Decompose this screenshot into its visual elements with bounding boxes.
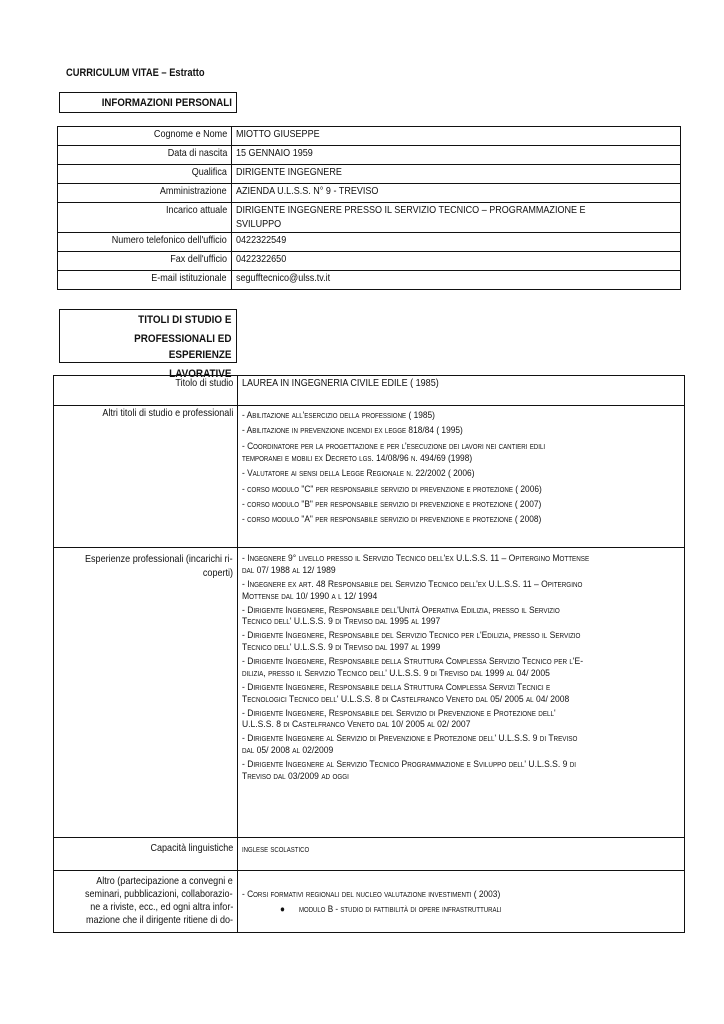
field-value: MIOTTO GIUSEPPE: [232, 127, 681, 146]
list-item: - Abilitazione all'esercizio della professione ( 1985): [242, 410, 435, 421]
field-label: Qualifica: [58, 165, 232, 184]
field-value: AZIENDA U.L.S.S. N° 9 - TREVISO: [232, 184, 681, 203]
field-label: Amministrazione: [58, 184, 232, 203]
field-value: 0422322549: [232, 233, 681, 252]
personal-info-table: [57, 126, 681, 290]
table-row: [58, 146, 681, 165]
list-item: - Ingegnere ex art. 48 Responsabile del Servizio Tecnico dell'ex U.L.S.S. 11 – Opitergino Mottense dal 10/ 1990 a l 12/ 1994: [242, 578, 583, 602]
other-titles-label: Altri titoli di studio e professionali: [54, 406, 238, 548]
section-header-studies-line-1: TITOLI DI STUDIO E: [138, 314, 232, 326]
list-item: - corso modulo "C" per responsabile servizio di prevenzione e protezione ( 2006): [242, 483, 542, 495]
list-item: - Dirigente Ingegnere, Responsabile del Servizio Tecnico per l'Edilizia, presso il Servizio Tecnico dell' U.L.S.S. 9 di Treviso dal 1997 al 1999: [242, 630, 581, 654]
field-label: Numero telefonico dell'ufficio: [58, 233, 232, 252]
section-header-personal-info-text: INFORMAZIONI PERSONALI: [101, 97, 232, 109]
field-value: DIRIGENTE INGEGNERE: [232, 165, 681, 184]
table-row: [58, 165, 681, 184]
bullet-icon: ●: [280, 904, 297, 916]
section-header-personal-info: [59, 92, 237, 113]
section-header-studies-line-3: LAVORATIVE: [169, 367, 232, 380]
section-header-studies: [59, 309, 237, 380]
section-header-studies-line-2: PROFESSIONALI ED ESPERIENZE: [134, 332, 232, 361]
list-item: - Dirigente Ingegnere, Responsabile dell'Unità Operativa Edilizia, presso il Servizio Tecnico dell' U.L.S.S. 9 di Treviso dal 1995 al 1997: [242, 604, 560, 628]
table-row: [54, 548, 685, 838]
table-row: [58, 233, 681, 252]
degree-label: Titolo di studio: [54, 376, 238, 406]
other-info-list: [238, 871, 685, 933]
table-row: [58, 271, 681, 290]
studies-table: [53, 375, 685, 933]
list-item: temporanei e mobili ex Decreto lgs. 14/08/96 n. 494/69 (1998): [242, 453, 473, 465]
table-row: [54, 871, 685, 933]
field-label: Incarico attuale: [58, 203, 232, 233]
field-value: DIRIGENTE INGEGNERE PRESSO IL SERVIZIO TECNICO – PROGRAMMAZIONE E SVILUPPO: [232, 203, 681, 233]
table-row: [58, 127, 681, 146]
list-item: - Dirigente Ingegnere, Responsabile della Struttura Complessa Servizio Tecnico per l'E- dilizia, presso il Servizio Tecnico dell' U.L.S.S. 9 di Treviso dal 1999 al 04/ 2005: [242, 656, 584, 679]
field-value: segufftecnico@ulss.tv.it: [232, 271, 681, 290]
list-item: - Coordinatore per la progettazione e per l'esecuzione dei lavori nei cantieri edili: [242, 440, 546, 452]
list-item: - corso modulo "A" per responsabile servizio di prevenzione e protezione ( 2008): [242, 514, 542, 526]
list-item: - Dirigente Ingegnere, Responsabile del Servizio di Prevenzione e Protezione dell' U.L.S.S. 8 di Castelfranco Veneto dal 10/ 2005 al 02/ 2007: [242, 707, 556, 731]
list-item: - Dirigente Ingegnere, Responsabile della Struttura Complessa Servizi Tecnici e Tecnologici Tecnico dell' U.L.S.S. 8 di Castelfranco Veneto dal 05/ 2005 al 04/ 2008: [242, 681, 570, 705]
other-titles-list: [238, 406, 685, 548]
list-item: - Abilitazione in prevenzione incendi ex legge 818/84 ( 1995): [242, 425, 463, 437]
field-value: 0422322650: [232, 252, 681, 271]
list-item: - Valutatore ai sensi della Legge Regionale n. 22/2002 ( 2006): [242, 468, 475, 480]
table-row: [54, 838, 685, 871]
table-row: [54, 406, 685, 548]
other-info-subitem: modulo B - studio di fattibilità di opere infrastrutturali: [298, 904, 502, 916]
degree-value: LAUREA IN INGEGNERIA CIVILE EDILE ( 1985): [238, 376, 685, 406]
language-label: Capacità linguistiche: [54, 838, 238, 871]
field-value: 15 GENNAIO 1959: [232, 146, 681, 165]
other-info-label: Altro (partecipazione a convegni e seminari, pubblicazioni, collaborazio- ne a riviste, ecc., ed ogni altra infor- mazione che il dirigente ritiene di do-: [54, 871, 238, 933]
table-row: [58, 252, 681, 271]
field-label: Data di nascita: [58, 146, 232, 165]
field-label: Cognome e Nome: [58, 127, 232, 146]
list-item: - Dirigente Ingegnere al Servizio di Prevenzione e Protezione dell' U.L.S.S. 9 di Treviso dal 05/ 2008 al 02/2009: [242, 733, 578, 757]
other-info-item: - Corsi formativi regionali del nucleo valutazione investimenti ( 2003): [242, 889, 501, 900]
table-row: [54, 376, 685, 406]
list-item: - Ingegnere 9° livello presso il Servizio Tecnico dell'ex U.L.S.S. 11 – Opitergino Mottense dal 07/ 1988 al 12/ 1989: [242, 553, 590, 576]
field-label: E-mail istituzionale: [58, 271, 232, 290]
experience-label: Esperienze professionali (incarichi ri- coperti): [54, 548, 238, 838]
list-item: - Dirigente Ingegnere al Servizio Tecnico Programmazione e Sviluppo dell' U.L.S.S. 9 di Treviso dal 03/2009 ad oggi: [242, 759, 577, 782]
experience-list: [238, 548, 685, 838]
table-row: [58, 203, 681, 233]
language-value: inglese scolastico: [238, 838, 685, 871]
document-title: CURRICULUM VITAE – Estratto: [66, 67, 205, 79]
list-item: - corso modulo "B" per responsabile servizio di prevenzione e protezione ( 2007): [242, 499, 542, 511]
field-label: Fax dell'ufficio: [58, 252, 232, 271]
table-row: [58, 184, 681, 203]
